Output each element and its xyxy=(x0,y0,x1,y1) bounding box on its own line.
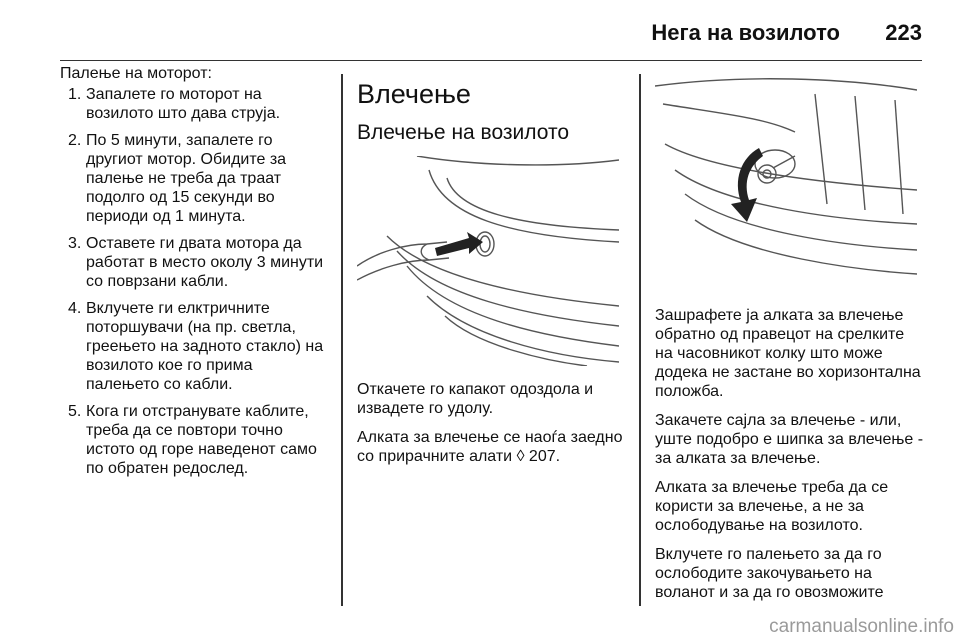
section-subheading: Влечење на возилото xyxy=(357,121,570,144)
section-heading: Влечење xyxy=(357,79,471,109)
column-middle xyxy=(357,64,625,476)
tow-eye-illustration xyxy=(655,74,917,286)
steps-list xyxy=(60,85,330,478)
list-item: 4. Вклучете ги елктричните потоpшувачи (на пр. светла, греењето на задното стакло) на возилото кое го прима палењето со кабли. xyxy=(68,300,324,393)
column-left xyxy=(60,64,330,486)
paragraph: Откачете го капакот одоздола и извадете го удолу. xyxy=(357,381,594,417)
column-right xyxy=(655,64,925,612)
column-divider xyxy=(341,74,343,606)
intro-text: Палење на моторот: xyxy=(60,65,212,82)
list-item: 2. По 5 минути, запалете го другиот мотор. Обидите за палење не треба да траат подолго од 15 секунди во периоди од 1 минута. xyxy=(68,132,287,225)
list-item: 3. Оставете ги двата мотора да работат в место околу 3 минути со поврзани кабли. xyxy=(68,235,324,290)
list-item: 1. Запалете го моторот на возилото што дава струја. xyxy=(68,86,281,122)
watermark-text: carmanualsonline.info xyxy=(769,616,954,637)
paragraph: Закачете сајла за влечење - или, уште подобро е шипка за влечење - за алката за влечење. xyxy=(655,412,924,467)
paragraph: Алката за влечење се наоѓа заедно со прирачните алати ◊ 207. xyxy=(357,429,623,465)
column-divider xyxy=(639,74,641,606)
page-number: 223 xyxy=(885,20,922,45)
paragraph: Вклучете го палењето за да го ослободите закочувањето на воланот и за да го овозможите xyxy=(655,546,884,601)
page-title: Нега на возилото xyxy=(651,20,840,45)
tow-cover-illustration xyxy=(357,156,619,366)
page-header xyxy=(60,0,922,61)
list-item: 5. Кога ги отстранувате каблите, треба да се повтори точно истото од горе наведенот само по обратен редослед. xyxy=(68,403,317,477)
paragraph: Алката за влечење треба да се користи за влечење, а не за ослободување на возилото. xyxy=(655,479,889,534)
paragraph: Зашрафете ја алката за влечење обратно од правецот на срелките на часовникот колку што може додека не застане во хоризонтална положба. xyxy=(655,307,921,400)
